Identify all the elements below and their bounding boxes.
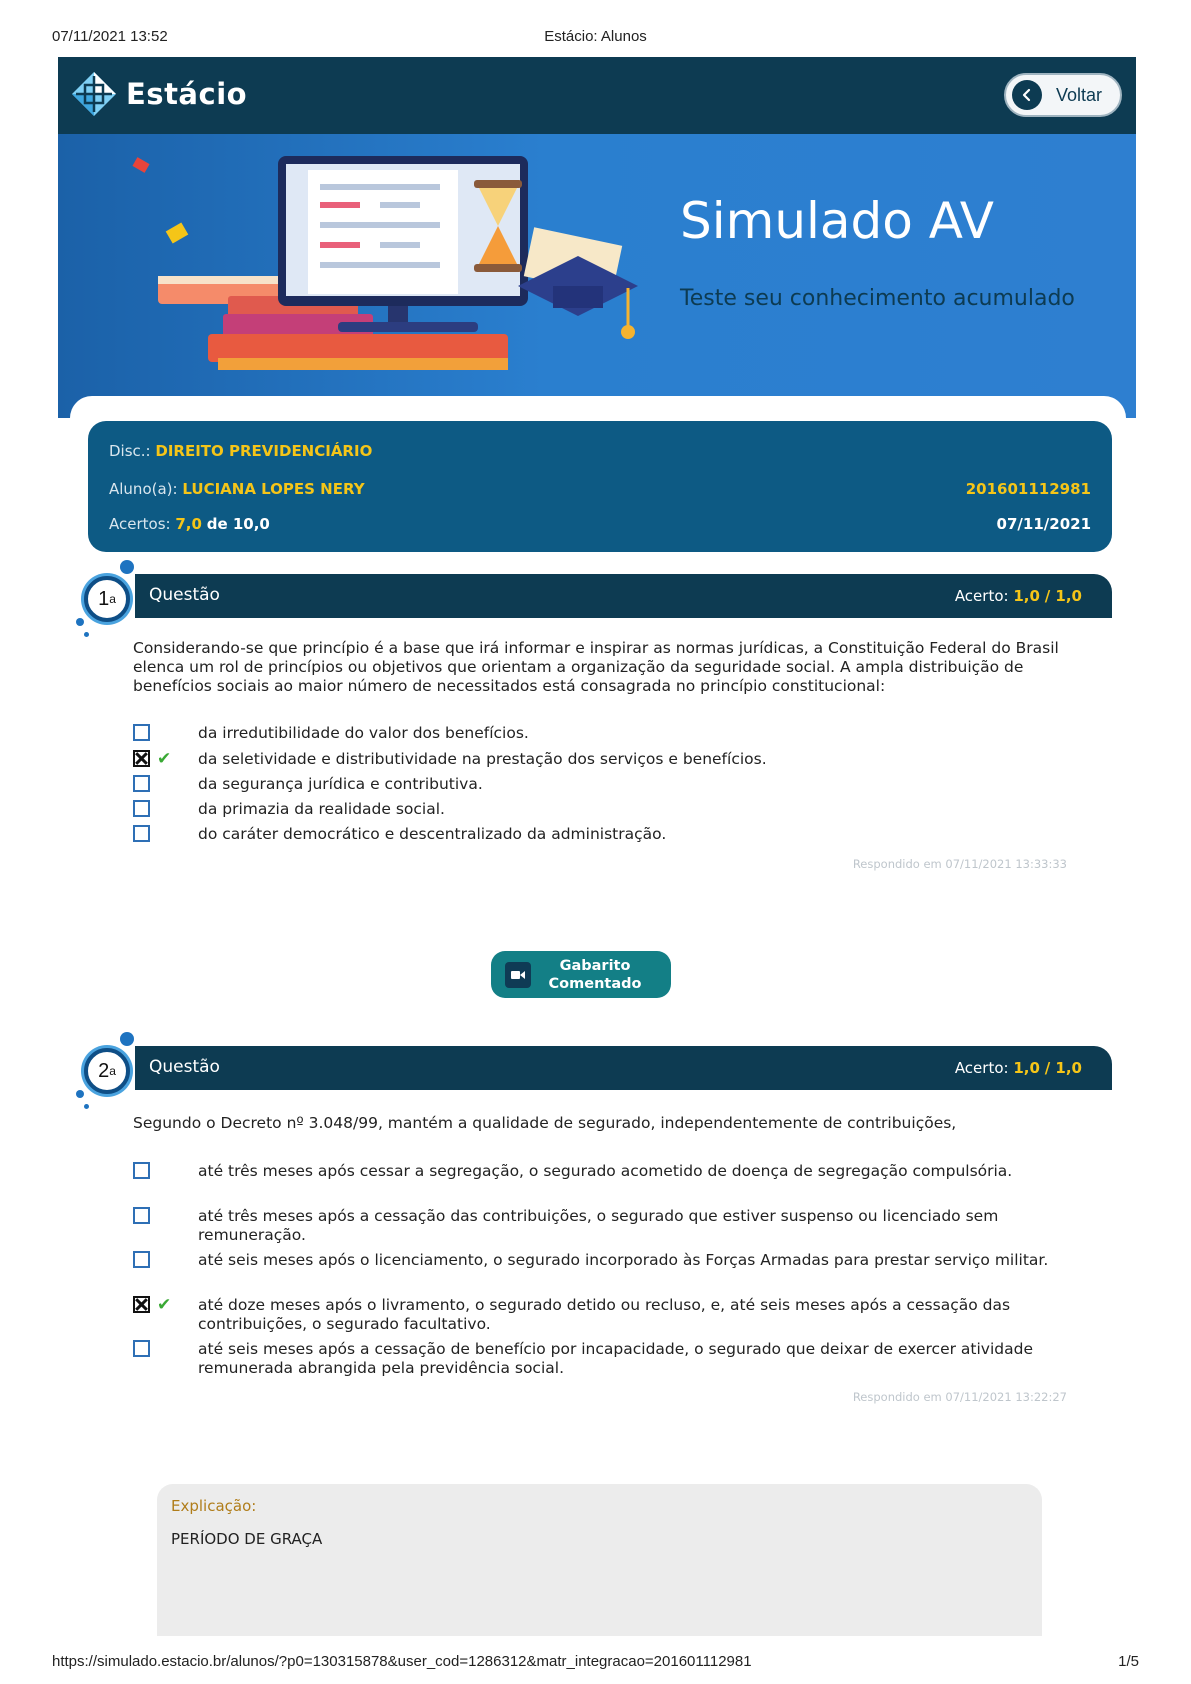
explanation-label: Explicação: — [171, 1497, 257, 1515]
question-2-header — [135, 1046, 1112, 1090]
banner-subtitle: Teste seu conhecimento acumulado — [680, 286, 1075, 311]
checkbox[interactable] — [133, 1251, 150, 1268]
correct-check-icon: ✔ — [157, 749, 172, 769]
exam-date: 07/11/2021 — [996, 515, 1091, 533]
score-value: 7,0 — [175, 515, 202, 533]
video-icon — [505, 962, 531, 988]
question-2-badge — [72, 1032, 142, 1108]
discipline-value: DIREITO PREVIDENCIÁRIO — [155, 442, 373, 460]
study-illustration — [98, 146, 678, 416]
question-score: Acerto: 1,0 / 1,0 — [954, 1059, 1082, 1077]
question-label: Questão — [149, 585, 220, 605]
score-total: de 10,0 — [206, 515, 270, 533]
question-1-header — [135, 574, 1112, 618]
gabarito-label: Gabarito Comentado — [548, 957, 642, 992]
question-score: Acerto: 1,0 / 1,0 — [954, 587, 1082, 605]
question-number: 2 a — [84, 1048, 130, 1094]
estacio-logo-icon — [70, 70, 118, 118]
question-1-text: Considerando-se que princípio é a base que irá informar e inspirar as normas jurídicas, a Constituição Federal do Brasil elenca um rol de princípios ou objetivos que orientam a organização da seguridade social. A ampla distribuição de benefícios sociais ao maior número de necessitados está consagrada no princípio constitucional: — [133, 639, 1059, 695]
page-url: https://simulado.estacio.br/alunos/?p0=130315878&user_cod=1286312&matr_integracao=201601112981 — [52, 1653, 752, 1670]
checkbox-checked[interactable] — [133, 1296, 150, 1313]
estacio-logo[interactable] — [70, 70, 247, 118]
student-label: Aluno(a): — [109, 480, 178, 498]
question-2-answered-time: Respondido em 07/11/2021 13:22:27 — [852, 1390, 1067, 1404]
print-footer — [0, 1653, 1191, 1675]
logo-text: Estácio — [126, 77, 248, 111]
question-2-text: Segundo o Decreto nº 3.048/99, mantém a qualidade de segurado, independentemente de contribuições, — [133, 1114, 957, 1132]
banner — [58, 134, 1136, 418]
checkbox[interactable] — [133, 800, 150, 817]
checkbox[interactable] — [133, 724, 150, 741]
print-title: Estácio: Alunos — [544, 28, 647, 45]
discipline-row — [109, 442, 372, 460]
back-button-label: Voltar — [1056, 84, 1103, 105]
student-info-card — [88, 421, 1112, 552]
checkbox[interactable] — [133, 775, 150, 792]
top-bar — [58, 57, 1136, 134]
checkbox[interactable] — [133, 1162, 150, 1179]
score-row — [109, 515, 270, 533]
discipline-label: Disc.: — [109, 442, 151, 460]
question-1-answered-time: Respondido em 07/11/2021 13:33:33 — [852, 857, 1067, 871]
question-label: Questão — [149, 1057, 220, 1077]
checkbox[interactable] — [133, 1340, 150, 1357]
back-button[interactable] — [1004, 73, 1122, 117]
checkbox[interactable] — [133, 825, 150, 842]
print-datetime: 07/11/2021 13:52 — [52, 28, 168, 45]
checkbox[interactable] — [133, 1207, 150, 1224]
correct-check-icon: ✔ — [157, 1295, 172, 1315]
student-name: LUCIANA LOPES NERY — [182, 480, 365, 498]
banner-title: Simulado AV — [680, 192, 994, 250]
checkbox-checked[interactable] — [133, 750, 150, 767]
print-header — [0, 28, 1191, 50]
score-label: Acertos: — [109, 515, 171, 533]
explanation-text: PERÍODO DE GRAÇA — [171, 1530, 323, 1548]
student-id: 201601112981 — [965, 480, 1091, 498]
gabarito-comentado-button[interactable] — [491, 951, 671, 998]
question-1-badge — [72, 560, 142, 636]
explanation-box — [157, 1484, 1042, 1636]
question-number: 1 a — [84, 576, 130, 622]
student-row — [109, 480, 365, 498]
page-number: 1/5 — [1118, 1653, 1139, 1670]
chevron-left-icon — [1012, 80, 1042, 110]
